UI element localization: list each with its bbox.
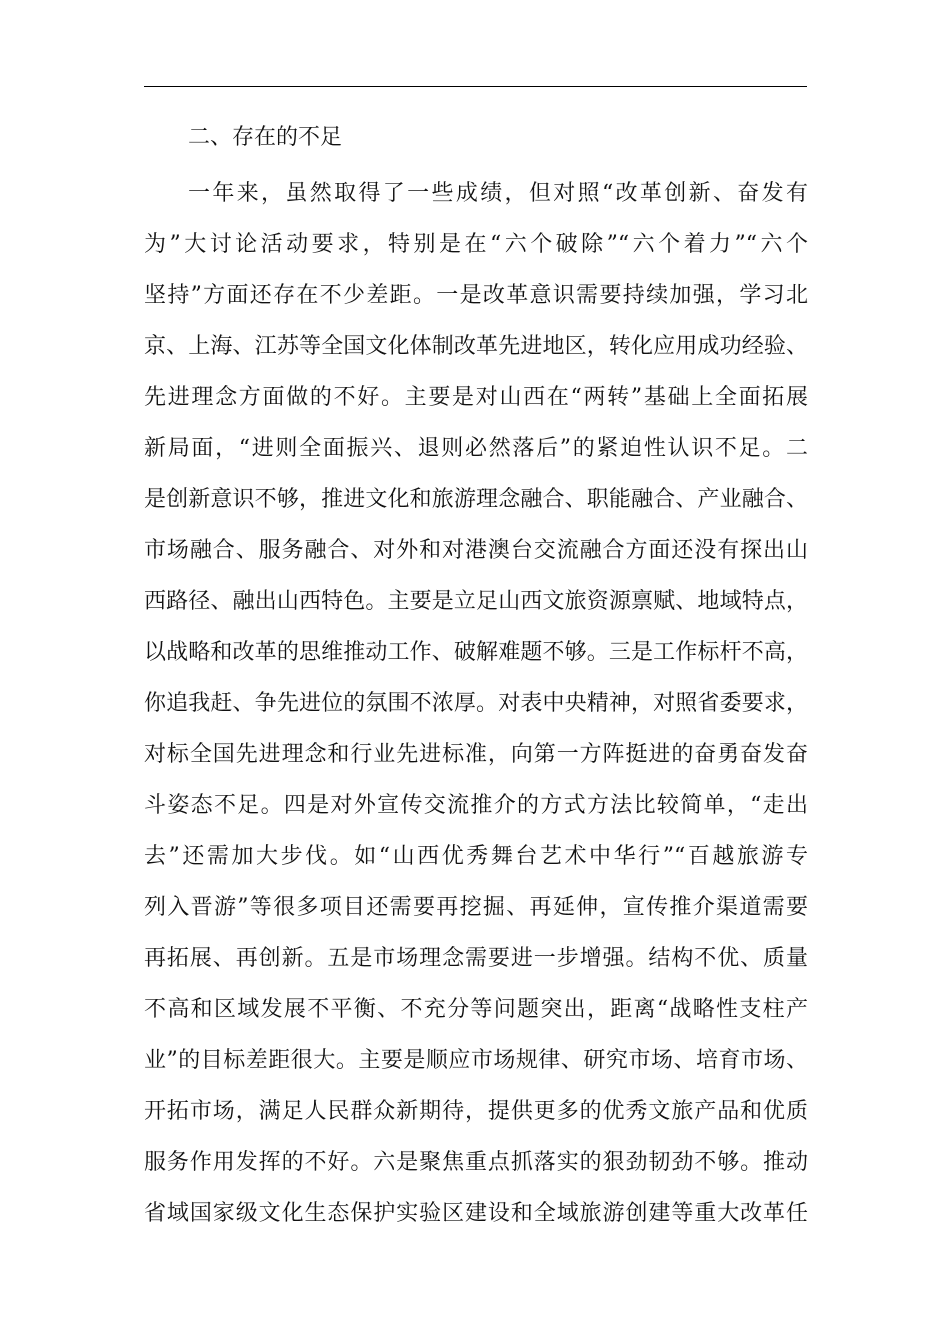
text-line: 西路径、融出山西特色。主要是立足山西文旅资源禀赋、地域特点， — [144, 589, 808, 614]
text-line: 不高和区域发展不平衡、不充分等问题突出，距离“战略性支柱产 — [144, 997, 808, 1022]
text-line: 京、上海、江苏等全国文化体制改革先进地区，转化应用成功经验、 — [144, 334, 808, 359]
text-line: 去”还需加大步伐。如“山西优秀舞台艺术中华行”“百越旅游专 — [144, 844, 808, 869]
text-line: 你追我赶、争先进位的氛围不浓厚。对表中央精神，对照省委要求， — [144, 691, 808, 716]
text-line: 坚持”方面还存在不少差距。一是改革意识需要持续加强，学习北 — [144, 283, 808, 308]
section-heading: 二、存在的不足 — [188, 125, 343, 150]
text-line: 服务作用发挥的不好。六是聚焦重点抓落实的狠劲韧劲不够。推动 — [144, 1150, 808, 1175]
text-line: 市场融合、服务融合、对外和对港澳台交流融合方面还没有探出山 — [144, 538, 808, 563]
text-line: 为”大讨论活动要求，特别是在“六个破除”“六个着力”“六个 — [144, 232, 808, 257]
text-line: 新局面，“进则全面振兴、退则必然落后”的紧迫性认识不足。二 — [144, 436, 808, 461]
text-line: 再拓展、再创新。五是市场理念需要进一步增强。结构不优、质量 — [144, 946, 808, 971]
text-line: 斗姿态不足。四是对外宣传交流推介的方式方法比较简单，“走出 — [144, 793, 808, 818]
header-rule — [144, 86, 807, 87]
text-line: 以战略和改革的思维推动工作、破解难题不够。三是工作标杆不高， — [144, 640, 808, 665]
text-line: 对标全国先进理念和行业先进标准，向第一方阵挺进的奋勇奋发奋 — [144, 742, 808, 767]
text-line: 开拓市场，满足人民群众新期待，提供更多的优秀文旅产品和优质 — [144, 1099, 808, 1124]
body-text — [144, 168, 808, 1239]
text-line: 是创新意识不够，推进文化和旅游理念融合、职能融合、产业融合、 — [144, 487, 808, 512]
text-line: 一年来，虽然取得了一些成绩，但对照“改革创新、奋发有 — [188, 181, 808, 206]
text-line: 列入晋游”等很多项目还需要再挖掘、再延伸，宣传推介渠道需要 — [144, 895, 808, 920]
text-line: 业”的目标差距很大。主要是顺应市场规律、研究市场、培育市场、 — [144, 1048, 808, 1073]
text-line: 省域国家级文化生态保护实验区建设和全域旅游创建等重大改革任 — [144, 1201, 808, 1226]
text-line: 先进理念方面做的不好。主要是对山西在“两转”基础上全面拓展 — [144, 385, 808, 410]
